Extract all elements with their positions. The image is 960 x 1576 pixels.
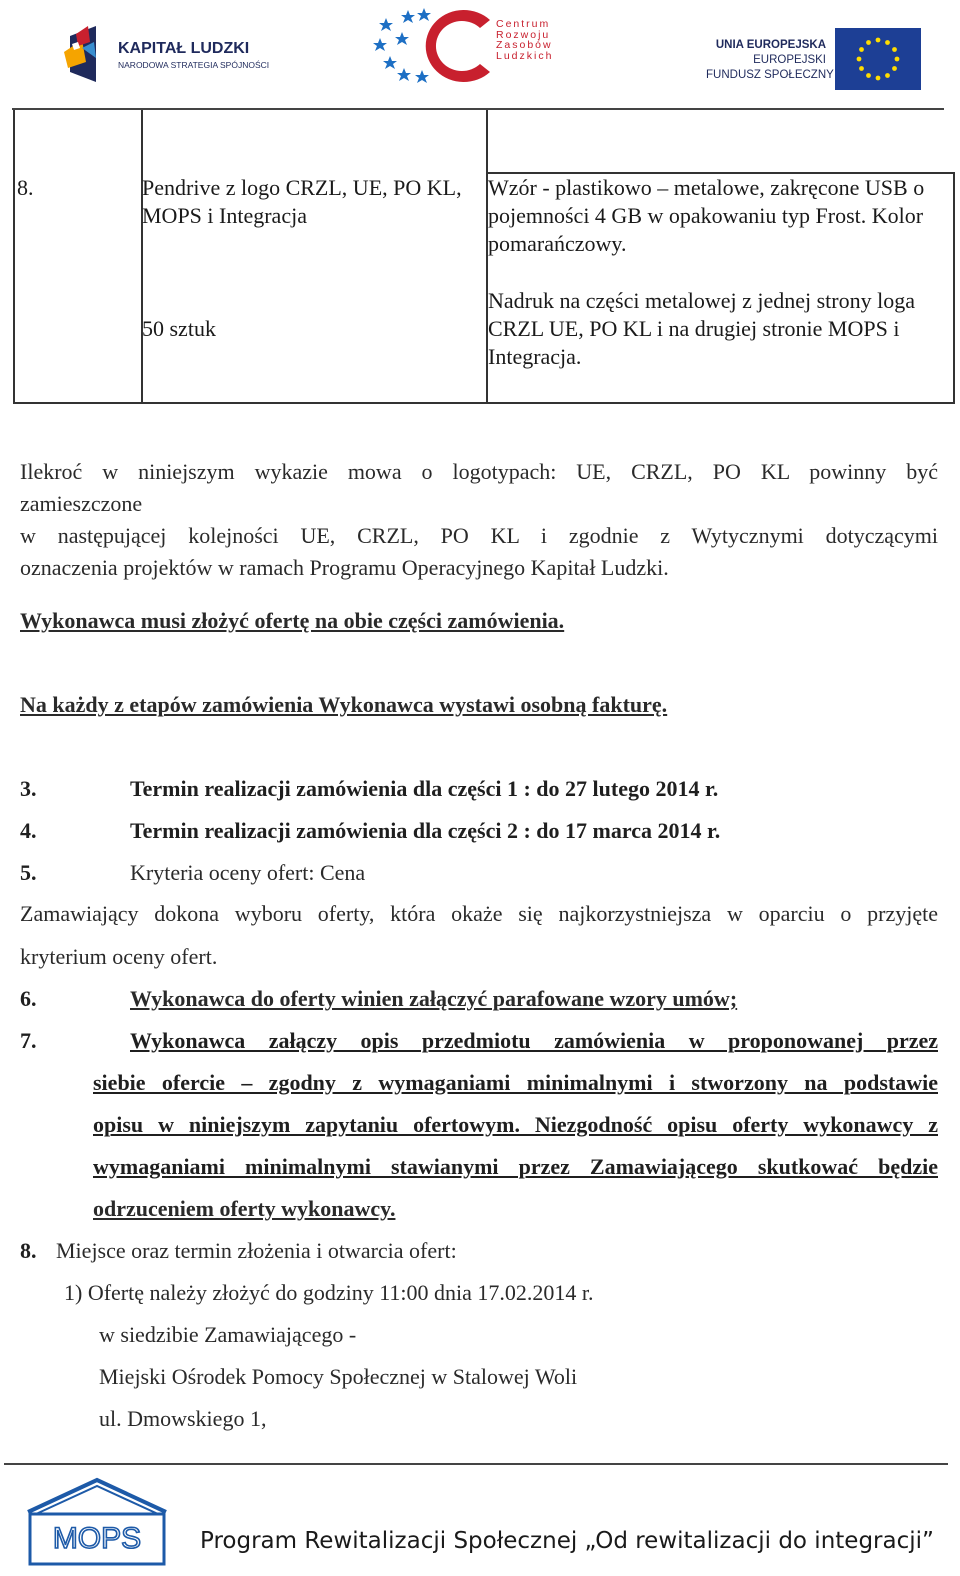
section-7-line-2: siebie ofercie – zgodny z wymaganiami minimalnymi i stworzony na podstawie xyxy=(93,1070,938,1095)
offer-both-parts-note: Wykonawca musi złożyć ofertę na obie części zamówienia. xyxy=(20,608,565,633)
eu-star-icon xyxy=(866,73,871,78)
eu-flag-icon xyxy=(835,28,921,90)
eu-star-icon xyxy=(885,40,890,45)
address-line-3: ul. Dmowskiego 1, xyxy=(99,1406,267,1431)
mops-house-icon xyxy=(22,1476,172,1566)
criteria-line-1: Zamawiający dokona wyboru oferty, która okaże się najkorzystniejsza w oparciu o przyjęte xyxy=(20,901,938,926)
eu-star-icon xyxy=(876,38,881,43)
section-6-number: 6. xyxy=(20,986,37,1011)
program-title: Program Rewitalizacji Społecznej „Od rewitalizacji do integracji” xyxy=(200,1528,934,1554)
section-3-number: 3. xyxy=(20,776,37,801)
eu-star-icon xyxy=(876,76,881,81)
eu-star-icon xyxy=(885,73,890,78)
logo-order-line-4: oznaczenia projektów w ramach Programu Operacyjnego Kapitał Ludzki. xyxy=(20,555,669,580)
section-7-line-5: odrzuceniem oferty wykonawcy. xyxy=(93,1196,396,1221)
section-7-line-1: Wykonawca załączy opis przedmiotu zamówienia w proponowanej przez xyxy=(130,1028,938,1053)
row-number: 8. xyxy=(17,175,34,200)
crzl-text: Centrum Rozwoju Zasobów Ludzkich xyxy=(496,18,554,62)
deadline-item: 1) Ofertę należy złożyć do godziny 11:00 dnia 17.02.2014 r. xyxy=(64,1280,594,1305)
separate-invoice-note: Na każdy z etapów zamówienia Wykonawca wystawi osobną fakturę. xyxy=(20,692,668,717)
logo-order-line-1: Ilekroć w niniejszym wykazie mowa o logotypach: UE, CRZL, PO KL powinny być xyxy=(20,459,938,484)
footer-divider xyxy=(4,1463,948,1465)
kapital-ludzki-name: KAPITAŁ LUDZKI xyxy=(118,40,250,57)
table-border-right xyxy=(953,172,955,404)
section-7-number: 7. xyxy=(20,1028,37,1053)
item-description-2: Nadruk na części metalowej z jednej strony loga CRZL UE, PO KL i na drugiej stronie MOPS i Integracja. xyxy=(488,288,916,369)
address-line-2: Miejski Ośrodek Pomocy Społecznej w Stalowej Woli xyxy=(99,1364,578,1389)
mops-logo xyxy=(22,1476,172,1566)
eu-star-icon xyxy=(892,66,897,71)
eu-star-icon xyxy=(857,57,862,62)
section-7-line-4: wymaganiami minimalnymi stawianymi przez Zamawiającego skutkować będzie xyxy=(93,1154,938,1179)
table-border-bottom xyxy=(13,402,955,404)
kapital-ludzki-logo xyxy=(56,18,296,88)
eu-star-icon xyxy=(859,47,864,52)
item-name: Pendrive z logo CRZL, UE, PO KL, MOPS i Integracja xyxy=(142,175,462,228)
item-quantity: 50 sztuk xyxy=(142,316,216,341)
table-border-left xyxy=(13,110,15,404)
section-5-text: Kryteria oceny ofert: Cena xyxy=(130,860,366,885)
table-divider xyxy=(141,110,143,404)
section-4-number: 4. xyxy=(20,818,37,843)
section-8-number: 8. xyxy=(20,1238,37,1263)
kapital-ludzki-emblem-icon xyxy=(56,22,116,86)
section-7-line-3: opisu w niniejszym zapytaniu ofertowym. Niezgodność opisu oferty wykonawcy z xyxy=(93,1112,938,1137)
eu-star-icon xyxy=(866,40,871,45)
crzl-emblem-icon xyxy=(372,6,496,86)
ue-efs-logo xyxy=(706,28,922,92)
address-line-1: w siedzibie Zamawiającego - xyxy=(99,1322,357,1347)
section-3-text: Termin realizacji zamówienia dla części 1 : do 27 lutego 2014 r. xyxy=(130,776,719,801)
eu-star-icon xyxy=(859,66,864,71)
criteria-line-2: kryterium oceny ofert. xyxy=(20,944,218,969)
logo-order-line-2: zamieszczone xyxy=(20,491,143,516)
logo-order-line-3: w następującej kolejności UE, CRZL, PO KL i zgodnie z Wytycznymi dotyczącymi xyxy=(20,523,938,548)
item-description-1: Wzór - plastikowo – metalowe, zakręcone USB o pojemności 4 GB w opakowaniu typ Frost. Kolor pomarańczowy. xyxy=(488,175,925,256)
section-8-text: Miejsce oraz termin złożenia i otwarcia ofert: xyxy=(56,1238,457,1263)
kapital-ludzki-subtitle: NARODOWA STRATEGIA SPÓJNOŚCI xyxy=(118,60,270,70)
section-5-number: 5. xyxy=(20,860,37,885)
section-6-text: Wykonawca do oferty winien załączyć parafowane wzory umów; xyxy=(130,986,738,1011)
eu-star-icon xyxy=(892,47,897,52)
svg-text:MOPS: MOPS xyxy=(52,1522,142,1555)
section-4-text: Termin realizacji zamówienia dla części 2 : do 17 marca 2014 r. xyxy=(130,818,721,843)
items-table xyxy=(13,110,955,404)
eu-star-icon xyxy=(895,57,900,62)
crzl-logo xyxy=(372,6,572,86)
ue-efs-text: UNIA EUROPEJSKA EUROPEJSKI FUNDUSZ SPOŁECZNY xyxy=(706,39,834,81)
